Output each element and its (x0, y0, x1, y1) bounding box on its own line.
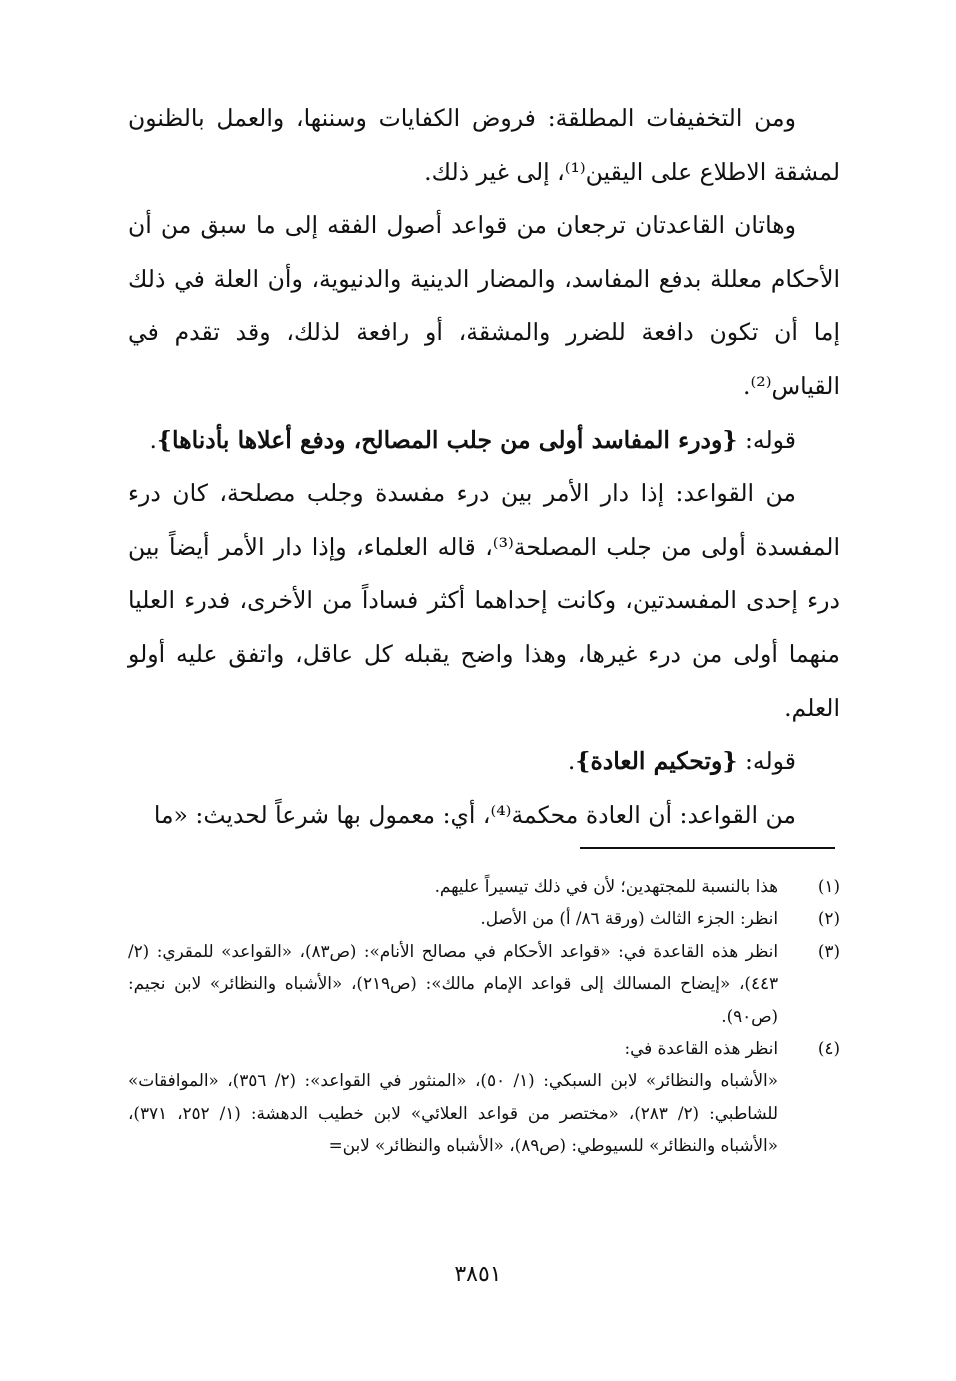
page-number: ٣٨٥١ (454, 1262, 502, 1287)
footnote-number: (١) (817, 876, 840, 896)
footnote-text: انظر: الجزء الثالث (ورقة ٨٦/ أ) من الأصل. (480, 908, 778, 929)
footnote-4 (128, 1032, 840, 1064)
paragraph-1: ومن التخفيفات المطلقة: فروض الكفايات وسننها، والعمل بالظنون لمشقة الاطلاع على اليقين⁽¹⁾، إلى غير ذلك. (128, 104, 840, 186)
footnote-text: هذا بالنسبة للمجتهدين؛ لأن في ذلك تيسيراً عليهم. (434, 876, 778, 896)
main-text (128, 92, 840, 842)
footnote-number: (٣) (817, 940, 840, 961)
paragraph-4: من القواعد: إذا دار الأمر بين درء مفسدة وجلب مصلحة، كان درء المفسدة أولى من جلب المصلحة⁽³⁾، قاله العلماء، وإذا دار الأمر أيضاً بين درء إحدى المفسدتين، وكانت إحداهما أكثر فساداً من الأخرى، فدرء العليا منهما أولى من درء غيرها، وهذا واضح يقبله كل عاقل، واتفق عليه أولو العلم. (128, 479, 840, 722)
footnote-2 (128, 902, 840, 934)
footnote-divider (580, 847, 835, 849)
footnote-text: انظر هذه القاعدة في: «قواعد الأحكام في مصالح الأنام»: (ص٨٣)، «القواعد» للمقري: (٢/ ٤٤٣)، «إيضاح المسالك إلى قواعد الإمام مالك»: (ص٢١٩)، «الأشباه والنظائر» لابن نجيم: (ص٩٠). (128, 940, 779, 1026)
footnote-4-continuation: «الأشباه والنظائر» لابن السبكي: (١/ ٥٠)، «المنثور في القواعد»: (٢/ ٣٥٦)، «الموافقات» للشاطبي: (٢/ ٢٨٣)، «مختصر من قواعد العلائي» لابن خطيب الدهشة: (١/ ٢٥٢، ٣٧١)، «الأشباه والنظائر» للسيوطي: (ص٨٩)، «الأشباه والنظائر» لابن= (128, 1070, 778, 1156)
footnote-3 (128, 935, 840, 1032)
footnotes (128, 870, 840, 1162)
footnote-number: (٢) (817, 908, 840, 929)
footnote-text: انظر هذه القاعدة في: (624, 1038, 778, 1059)
quote-prefix: قوله: (737, 425, 796, 454)
footnote-number: (٤) (817, 1038, 840, 1059)
quote-suffix: . (149, 425, 157, 454)
paragraph-6: من القواعد: أن العادة محكمة⁽⁴⁾، أي: معمول بها شرعاً لحديث: «ما (153, 800, 796, 829)
quoted-rule: {ودرء المفاسد أولى من جلب المصالح، ودفع أعلاها بأدناها} (156, 425, 738, 454)
paragraph-3-heading (128, 414, 840, 468)
paragraph-5-heading (128, 735, 840, 789)
quoted-rule: {وتحكيم العادة} (575, 747, 738, 776)
footnote-1 (128, 870, 840, 902)
paragraph-2: وهاتان القاعدتان ترجعان من قواعد أصول الفقه إلى ما سبق من أن الأحكام معللة بدفع المفاسد، والمضار الدينية والدنيوية، وأن العلة في ذلك إما أن تكون دافعة للضرر والمشقة، أو رافعة لذلك، وقد تقدم في القياس⁽²⁾. (128, 211, 840, 400)
quote-prefix: قوله: (737, 747, 796, 776)
quote-suffix: . (567, 747, 576, 776)
